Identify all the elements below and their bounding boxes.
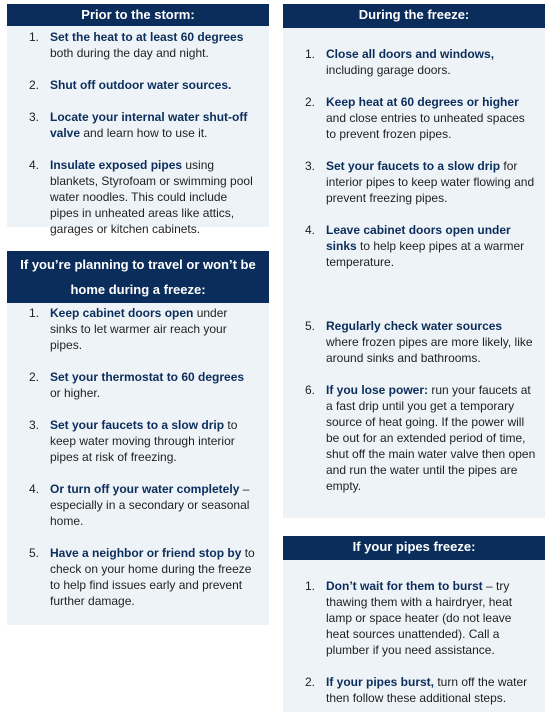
item-number: 3.	[29, 418, 40, 432]
item-bold: Locate your internal water shut-off valve	[50, 110, 248, 140]
item-text: to check on your home during the freeze to help find issues early and prevent further damage.	[50, 546, 255, 608]
travel-list	[7, 305, 257, 609]
item-text: – especially in a secondary or seasonal home.	[50, 482, 250, 528]
item-text: – try thawing them with a hairdryer, heat lamp or space heater (do not leave heat sources unattended). Call a plumber if you need assistance.	[326, 579, 513, 657]
item-text: where frozen pipes are more likely, like around sinks and bathrooms.	[326, 335, 533, 365]
item-bold: Regularly check water sources	[326, 319, 503, 333]
item-bold: Close all doors and windows,	[326, 47, 495, 61]
list-item	[7, 109, 257, 141]
list-item	[283, 674, 537, 706]
item-bold: Shut off outdoor water sources.	[50, 78, 232, 92]
list-item	[7, 77, 257, 93]
list-item	[7, 545, 257, 609]
list-item	[7, 29, 257, 61]
travel-header	[7, 251, 269, 303]
item-bold: Don’t wait for them to burst	[326, 579, 483, 593]
prior-list	[7, 29, 257, 237]
item-number: 2.	[305, 95, 316, 109]
list-item	[7, 157, 257, 237]
item-number: 4.	[29, 158, 40, 172]
prior-header: Prior to the storm:	[7, 4, 269, 26]
item-text: under sinks to let warmer air reach your pipes.	[50, 306, 228, 352]
item-number: 4.	[305, 223, 316, 237]
item-bold: Or turn off your water completely	[50, 482, 240, 496]
list-item	[283, 318, 537, 366]
travel-header-line2: home during a freeze:	[70, 282, 206, 297]
item-bold: Set your thermostat to 60 degrees	[50, 370, 245, 384]
item-number: 5.	[305, 319, 316, 333]
item-bold: If your pipes burst,	[326, 675, 435, 689]
list-item	[283, 382, 537, 494]
item-number: 2.	[29, 370, 40, 384]
item-number: 5.	[29, 546, 40, 560]
item-text: both during the day and night.	[50, 46, 209, 60]
item-text: turn off the water then follow these additional steps.	[326, 675, 528, 705]
item-number: 6.	[305, 383, 316, 397]
list-item	[283, 158, 537, 206]
list-item	[283, 94, 537, 142]
item-bold: Set your faucets to a slow drip	[326, 159, 501, 173]
item-number: 3.	[305, 159, 316, 173]
item-number: 2.	[29, 78, 40, 92]
item-number: 1.	[305, 47, 316, 61]
item-text: and close entries to unheated spaces to prevent frozen pipes.	[326, 111, 525, 141]
item-text: and learn how to use it.	[80, 126, 208, 140]
item-bold: Have a neighbor or friend stop by	[50, 546, 242, 560]
frozen-list	[283, 578, 537, 706]
during-list	[283, 46, 537, 494]
list-item	[7, 417, 257, 465]
item-bold: Set the heat to at least 60 degrees	[50, 30, 244, 44]
list-item	[283, 578, 537, 658]
item-number: 1.	[29, 30, 40, 44]
item-text: using blankets, Styrofoam or swimming pool water noodles. This could include pipes in unheated areas like attics, garages or kitchen cabinets.	[50, 158, 253, 236]
item-text: to help keep pipes at a warmer temperature.	[326, 239, 525, 269]
item-number: 1.	[29, 306, 40, 320]
list-item	[283, 46, 537, 78]
item-text: including garage doors.	[326, 63, 451, 77]
item-text: run your faucets at a fast drip until you get a temporary source of heat going. If the power will be out for an extended period of time, shut off the main water valve then open and run the water until the pipes are empty.	[326, 383, 536, 493]
during-header: During the freeze:	[283, 4, 545, 28]
item-number: 4.	[29, 482, 40, 496]
item-bold: Leave cabinet doors open under sinks	[326, 223, 511, 253]
list-item	[283, 222, 537, 270]
item-text: for interior pipes to keep water flowing and prevent freezing pipes.	[326, 159, 535, 205]
list-item	[7, 369, 257, 401]
item-text: to keep water moving through interior pipes at risk of freezing.	[50, 418, 238, 464]
item-bold: If you lose power:	[326, 383, 429, 397]
item-number: 2.	[305, 675, 316, 689]
item-bold: Insulate exposed pipes	[50, 158, 183, 172]
list-item	[7, 481, 257, 529]
item-bold: Keep cabinet doors open	[50, 306, 194, 320]
item-bold: Keep heat at 60 degrees or higher	[326, 95, 519, 109]
item-text: or higher.	[50, 386, 101, 400]
frozen-header: If your pipes freeze:	[283, 536, 545, 560]
item-number: 1.	[305, 579, 316, 593]
item-number: 3.	[29, 110, 40, 124]
item-bold: Set your faucets to a slow drip	[50, 418, 225, 432]
list-item	[7, 305, 257, 353]
travel-header-line1: If you’re planning to travel or won’t be	[20, 257, 256, 272]
